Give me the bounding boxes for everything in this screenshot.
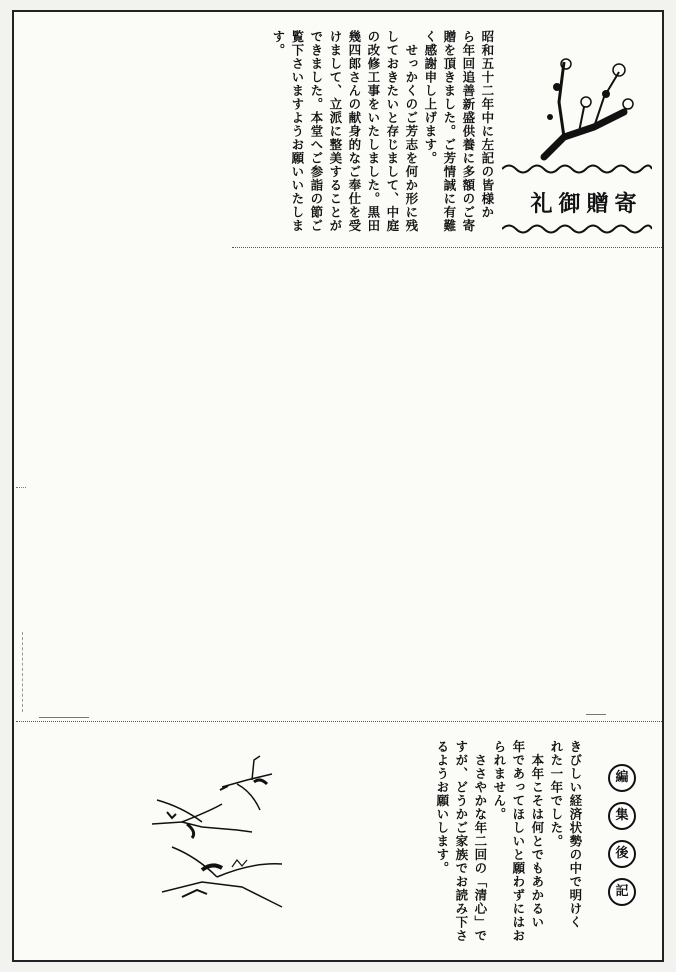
text-column: 贈を頂きました。ご芳情誠に有難 bbox=[441, 30, 457, 233]
text-column: す。 bbox=[270, 30, 286, 57]
editor-heading-char: 集 bbox=[608, 802, 636, 830]
text-column: 本年こそは何とでもあかるい bbox=[529, 740, 545, 929]
flying-cranes-icon bbox=[142, 752, 322, 912]
editor-heading-char: 記 bbox=[608, 878, 636, 906]
text-column: 昭和五十二年中に左記の皆様か bbox=[479, 30, 495, 219]
donation-heading: 礼御贈寄 bbox=[530, 191, 643, 217]
text-column: 年であってほしいと願わずにはお bbox=[510, 740, 526, 943]
text-column: すが、どうかご家族でお読み下さ bbox=[453, 740, 469, 943]
text-column: の改修工事をいたしました。黒田 bbox=[365, 30, 381, 233]
wave-ornament-top bbox=[502, 162, 652, 176]
section-divider bbox=[232, 247, 662, 248]
text-column: ら年回追善新盛供養に多額のご寄 bbox=[460, 30, 476, 233]
wave-ornament-bottom bbox=[502, 222, 652, 236]
text-column: できました。本堂へご参詣の節ご bbox=[308, 30, 324, 233]
text-column: 幾四郎さんの献身的なご奉仕を受 bbox=[346, 30, 362, 233]
text-column: せっかくのご芳志を何か形に残 bbox=[403, 30, 419, 233]
margin-mark bbox=[586, 714, 606, 715]
text-column: けまして、立派に整美することが bbox=[327, 30, 343, 233]
text-column: ささやかな年二回の「清心」で bbox=[472, 740, 488, 943]
text-column: きびしい経済状勢の中で明けく bbox=[567, 740, 583, 929]
editor-heading-char: 編 bbox=[608, 764, 636, 792]
margin-mark bbox=[39, 717, 89, 718]
text-column: られません。 bbox=[491, 740, 507, 821]
text-column: 覧下さいますようお願いいたしま bbox=[289, 30, 305, 233]
section-divider bbox=[16, 721, 662, 722]
margin-mark bbox=[16, 487, 26, 488]
editor-heading-char: 後 bbox=[608, 840, 636, 868]
margin-mark bbox=[22, 632, 23, 712]
text-column: れた一年でした。 bbox=[548, 740, 564, 848]
text-column: るようお願いします。 bbox=[434, 740, 450, 875]
text-column: く感謝申し上げます。 bbox=[422, 30, 438, 165]
newsletter-page bbox=[12, 10, 664, 962]
plum-blossom-branch-icon bbox=[524, 42, 644, 162]
text-column: しておきたいと存じまして、中庭 bbox=[384, 30, 400, 233]
